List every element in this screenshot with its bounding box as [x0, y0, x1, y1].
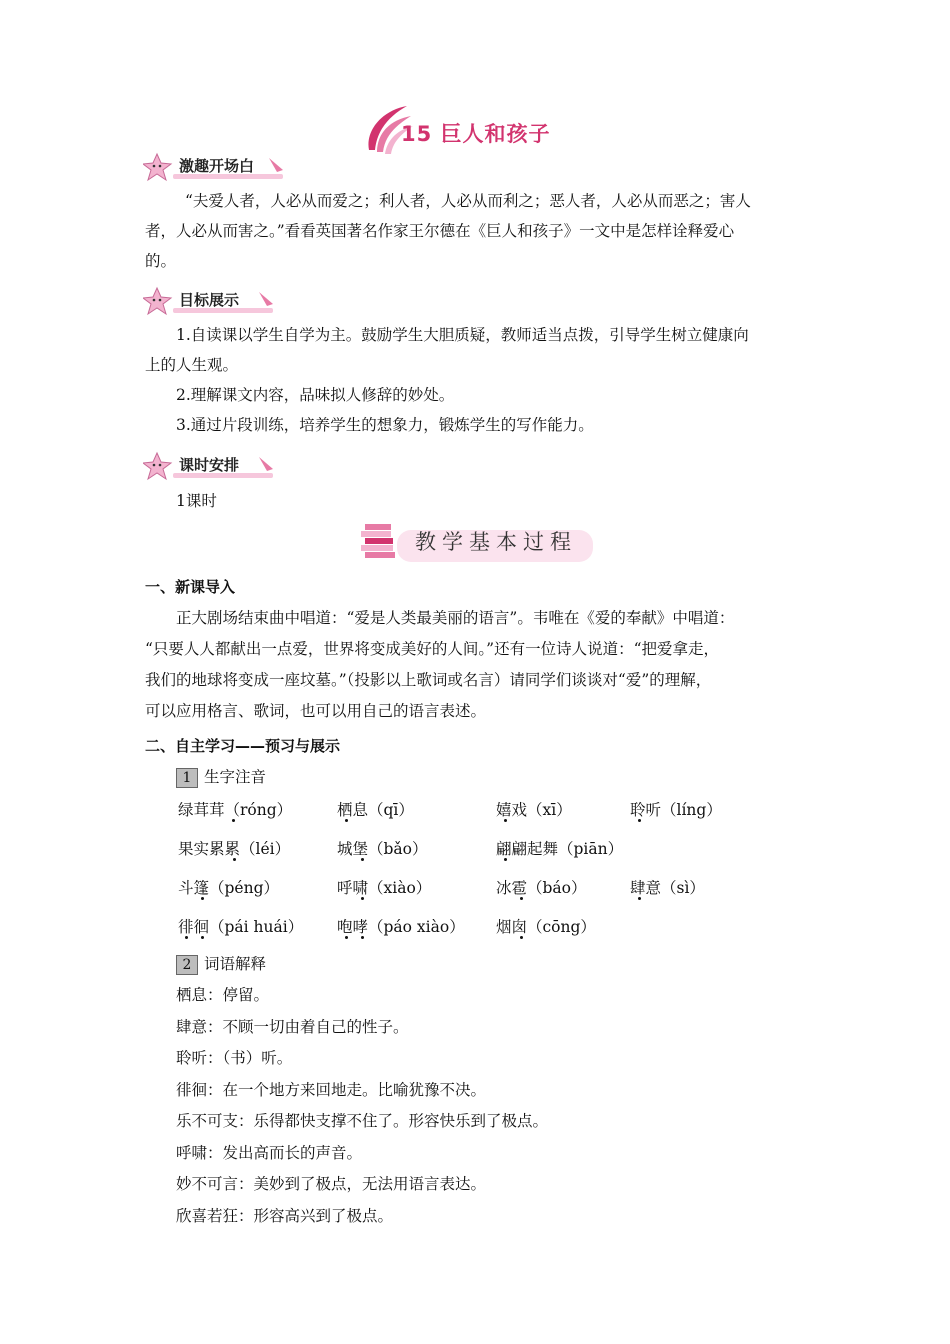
- title-block: [355, 100, 595, 160]
- vocab-item: 嬉戏（xī）: [496, 801, 572, 819]
- text-line: 者，人必从而害之。”看看英国著名作家王尔德在《巨人和孩子》一文中是怎样诠释爱心: [145, 222, 735, 240]
- section-header-goals: [143, 286, 303, 314]
- text-line: 我们的地球将变成一座坟墓。”（投影以上歌词或名言）请同学们谈谈对“爱”的理解，: [145, 671, 712, 689]
- definition-item: 聆听：（书）听。: [176, 1049, 293, 1067]
- emphasis-dot: [345, 819, 348, 822]
- goal-item-continued: 上的人生观。: [145, 356, 239, 374]
- vocab-item: 翩翩起舞（piān）: [496, 840, 624, 858]
- subsection-number: 1: [176, 768, 198, 788]
- goal-item: 1.自读课以学生自学为主。鼓励学生大胆质疑，教师适当点拨，引导学生树立健康向: [176, 326, 749, 344]
- definition-item: 欣喜若狂：形容高兴到了极点。: [176, 1206, 394, 1225]
- definition-item: 徘徊：在一个地方来回地走。比喻犹豫不决。: [176, 1080, 487, 1099]
- goal-item: 3.通过片段训练，培养学生的想象力，锻炼学生的写作能力。: [176, 416, 594, 434]
- text-line: “只要人人都献出一点爱，世界将变成美好的人间。”还有一位诗人说道：“把爱拿走，: [145, 640, 720, 658]
- emphasis-dot: [361, 897, 364, 900]
- vocab-item: 烟囱（cōng）: [496, 918, 596, 936]
- vocab-item: 城堡（bǎo）: [337, 840, 428, 858]
- emphasis-dot: [520, 936, 523, 939]
- emphasis-dot: [638, 897, 641, 900]
- section-title: 目标展示: [179, 291, 240, 309]
- goal-item: 2.理解课文内容，品味拟人修辞的妙处。: [176, 386, 455, 404]
- banner-title: 教学基本过程: [415, 530, 577, 554]
- vocab-item: 咆哮（páo xiào）: [337, 918, 465, 936]
- text-line: “夫爱人者，人必从而爱之；利人者，人必从而利之；恶人者，人必从而恶之；害人: [185, 192, 751, 210]
- emphasis-dot: [201, 936, 204, 939]
- text-line: 可以应用格言、歌词，也可以用自己的语言表述。: [145, 702, 487, 720]
- section-header-intro: [143, 152, 303, 180]
- emphasis-dot: [361, 936, 364, 939]
- section-header-time: [143, 451, 303, 479]
- emphasis-dot: [201, 897, 204, 900]
- vocab-item: 徘徊（pái huái）: [178, 918, 304, 936]
- definition-item: 呼啸：发出高而长的声音。: [176, 1143, 363, 1162]
- subsection-title: 生字注音: [204, 768, 267, 786]
- text-line: 正大剧场结束曲中唱道：“爱是人类最美丽的语言”。韦唯在《爱的奉献》中唱道：: [176, 609, 735, 627]
- subsection-pinyin: [176, 762, 266, 792]
- definition-item: 乐不可支：乐得都快支撑不住了。形容快乐到了极点。: [176, 1112, 549, 1130]
- section-title: 课时安排: [179, 456, 240, 474]
- part2-heading: 二、自主学习——预习与展示: [145, 737, 341, 755]
- emphasis-dot: [232, 819, 235, 822]
- text-line: 的。: [145, 252, 177, 270]
- page-title: 15 巨人和孩子: [401, 122, 551, 146]
- vocab-item: 果实累累（léi）: [178, 840, 291, 858]
- process-banner: [357, 518, 597, 568]
- emphasis-dot: [233, 858, 236, 861]
- part1-paragraph: [145, 603, 734, 727]
- emphasis-dot: [520, 897, 523, 900]
- time-value: 1课时: [176, 492, 217, 510]
- emphasis-dot: [361, 858, 364, 861]
- subsection-definitions: [176, 949, 266, 979]
- emphasis-dot: [345, 936, 348, 939]
- subsection-title: 词语解释: [204, 955, 267, 973]
- part1-heading: 一、新课导入: [145, 578, 236, 596]
- subsection-number: 2: [176, 955, 198, 975]
- vocab-item: 斗篷（péng）: [178, 879, 280, 897]
- intro-paragraph: [145, 186, 751, 276]
- definition-item: 栖息：停留。: [176, 986, 270, 1004]
- vocab-item: 聆听（líng）: [630, 801, 722, 819]
- vocab-item: 肆意（sì）: [630, 879, 705, 897]
- definition-item: 肆意：不顾一切由着自己的性子。: [176, 1017, 409, 1036]
- vocab-item: 栖息（qī）: [337, 801, 414, 819]
- section-title: 激趣开场白: [179, 157, 255, 175]
- definitions-list: [176, 980, 548, 1232]
- emphasis-dot: [504, 858, 507, 861]
- vocab-item: 绿茸茸（róng）: [178, 801, 293, 819]
- goals-list: [145, 320, 749, 440]
- emphasis-dot: [504, 819, 507, 822]
- vocab-item: 冰雹（báo）: [496, 879, 587, 897]
- emphasis-dot: [638, 819, 641, 822]
- emphasis-dot: [185, 936, 188, 939]
- vocab-item: 呼啸（xiào）: [337, 879, 432, 897]
- definition-item: 妙不可言：美妙到了极点，无法用语言表达。: [176, 1175, 487, 1193]
